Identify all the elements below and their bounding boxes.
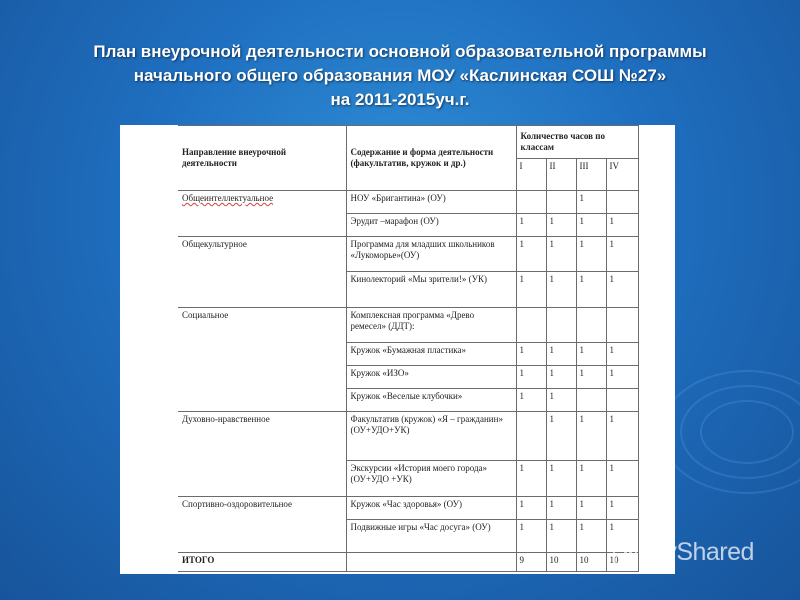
myshared-watermark — [612, 538, 754, 567]
hours-cell — [606, 307, 638, 343]
hours-cell: 1 — [546, 366, 576, 389]
hours-cell — [606, 190, 638, 213]
hours-cell: 1 — [546, 272, 576, 308]
hours-cell: 1 — [576, 343, 606, 366]
total-hours-cell: 10 — [546, 553, 576, 572]
header-class: I — [516, 159, 546, 190]
hours-cell: 1 — [546, 213, 576, 236]
content-cell: Факультатив (кружок) «Я – гражданин» (ОУ+УДО+УК) — [346, 412, 516, 461]
hours-cell: 1 — [606, 366, 638, 389]
total-hours-cell: 9 — [516, 553, 546, 572]
hours-cell — [546, 307, 576, 343]
direction-cell: Социальное — [178, 307, 346, 411]
total-content-empty — [346, 553, 516, 572]
header-content: Содержание и форма деятельности (факультатив, кружок и др.) — [346, 126, 516, 191]
hours-cell — [546, 190, 576, 213]
content-cell: Кинолекторий «Мы зрители!» (УК) — [346, 272, 516, 308]
content-cell: Программа для младших школьников «Лукоморье»(ОУ) — [346, 236, 516, 272]
hours-cell: 1 — [576, 366, 606, 389]
hours-cell: 1 — [516, 272, 546, 308]
hours-cell: 1 — [546, 343, 576, 366]
content-cell: Кружок «ИЗО» — [346, 366, 516, 389]
hours-cell: 1 — [546, 496, 576, 519]
hours-cell: 1 — [516, 496, 546, 519]
hours-cell: 1 — [606, 343, 638, 366]
hours-cell: 1 — [576, 236, 606, 272]
hours-cell: 1 — [606, 412, 638, 461]
header-class: III — [576, 159, 606, 190]
title-line-2: начального общего образования МОУ «Каслинская СОШ №27» — [133, 66, 667, 85]
hours-cell: 1 — [606, 213, 638, 236]
hours-cell: 1 — [546, 412, 576, 461]
direction-cell: Духовно-нравственное — [178, 412, 346, 497]
activity-plan-table — [178, 125, 639, 572]
hours-cell: 1 — [516, 343, 546, 366]
header-hours: Количество часов по классам — [516, 126, 638, 159]
direction-cell — [178, 190, 346, 236]
hours-cell: 1 — [606, 496, 638, 519]
header-direction: Направление внеурочной деятельности — [178, 126, 346, 191]
content-cell: НОУ «Бригантина» (ОУ) — [346, 190, 516, 213]
title-line-1: План внеурочной деятельности основной образовательной программы — [93, 42, 707, 61]
total-hours-cell: 10 — [606, 553, 638, 572]
hours-cell: 1 — [546, 519, 576, 552]
hours-cell: 1 — [606, 519, 638, 552]
direction-cell: Спортивно-оздоровительное — [178, 496, 346, 552]
content-cell: Экскурсии «История моего города» (ОУ+УДО +УК) — [346, 461, 516, 497]
hours-cell — [516, 307, 546, 343]
hours-cell — [516, 190, 546, 213]
hours-cell: 1 — [546, 461, 576, 497]
hours-cell: 1 — [546, 389, 576, 412]
hours-cell: 1 — [576, 496, 606, 519]
hours-cell — [516, 412, 546, 461]
header-class: IV — [606, 159, 638, 190]
content-cell: Кружок «Веселые клубочки» — [346, 389, 516, 412]
direction-label: Общеинтеллектуальное — [182, 192, 274, 203]
decor-ripple — [660, 370, 800, 494]
content-cell: Подвижные игры «Час досуга» (ОУ) — [346, 519, 516, 552]
content-cell: Кружок «Бумажная пластика» — [346, 343, 516, 366]
total-label: ИТОГО — [178, 553, 346, 572]
hours-cell — [606, 389, 638, 412]
direction-cell: Общекультурное — [178, 236, 346, 307]
hours-cell: 1 — [606, 236, 638, 272]
hours-cell: 1 — [606, 461, 638, 497]
hours-cell: 1 — [516, 461, 546, 497]
hours-cell: 1 — [576, 519, 606, 552]
hours-cell: 1 — [546, 236, 576, 272]
hours-cell — [576, 307, 606, 343]
hours-cell: 1 — [516, 236, 546, 272]
slide-title — [0, 40, 800, 112]
hours-cell: 1 — [576, 272, 606, 308]
hours-cell: 1 — [576, 461, 606, 497]
hours-cell: 1 — [516, 389, 546, 412]
content-cell: Кружок «Час здоровья» (ОУ) — [346, 496, 516, 519]
hours-cell — [576, 389, 606, 412]
hours-cell: 1 — [516, 366, 546, 389]
hours-cell: 1 — [576, 412, 606, 461]
content-cell: Эрудит –марафон (ОУ) — [346, 213, 516, 236]
total-hours-cell: 10 — [576, 553, 606, 572]
hours-cell: 1 — [606, 272, 638, 308]
hours-cell: 1 — [516, 213, 546, 236]
hours-cell: 1 — [516, 519, 546, 552]
content-cell: Комплексная программа «Древо ремесел» (ДДТ): — [346, 307, 516, 343]
header-class: II — [546, 159, 576, 190]
hours-cell: 1 — [576, 190, 606, 213]
title-line-3: на 2011-2015уч.г. — [330, 90, 470, 109]
hours-cell: 1 — [576, 213, 606, 236]
document-sheet — [120, 125, 675, 574]
watermark-text: MyShared — [644, 538, 754, 566]
